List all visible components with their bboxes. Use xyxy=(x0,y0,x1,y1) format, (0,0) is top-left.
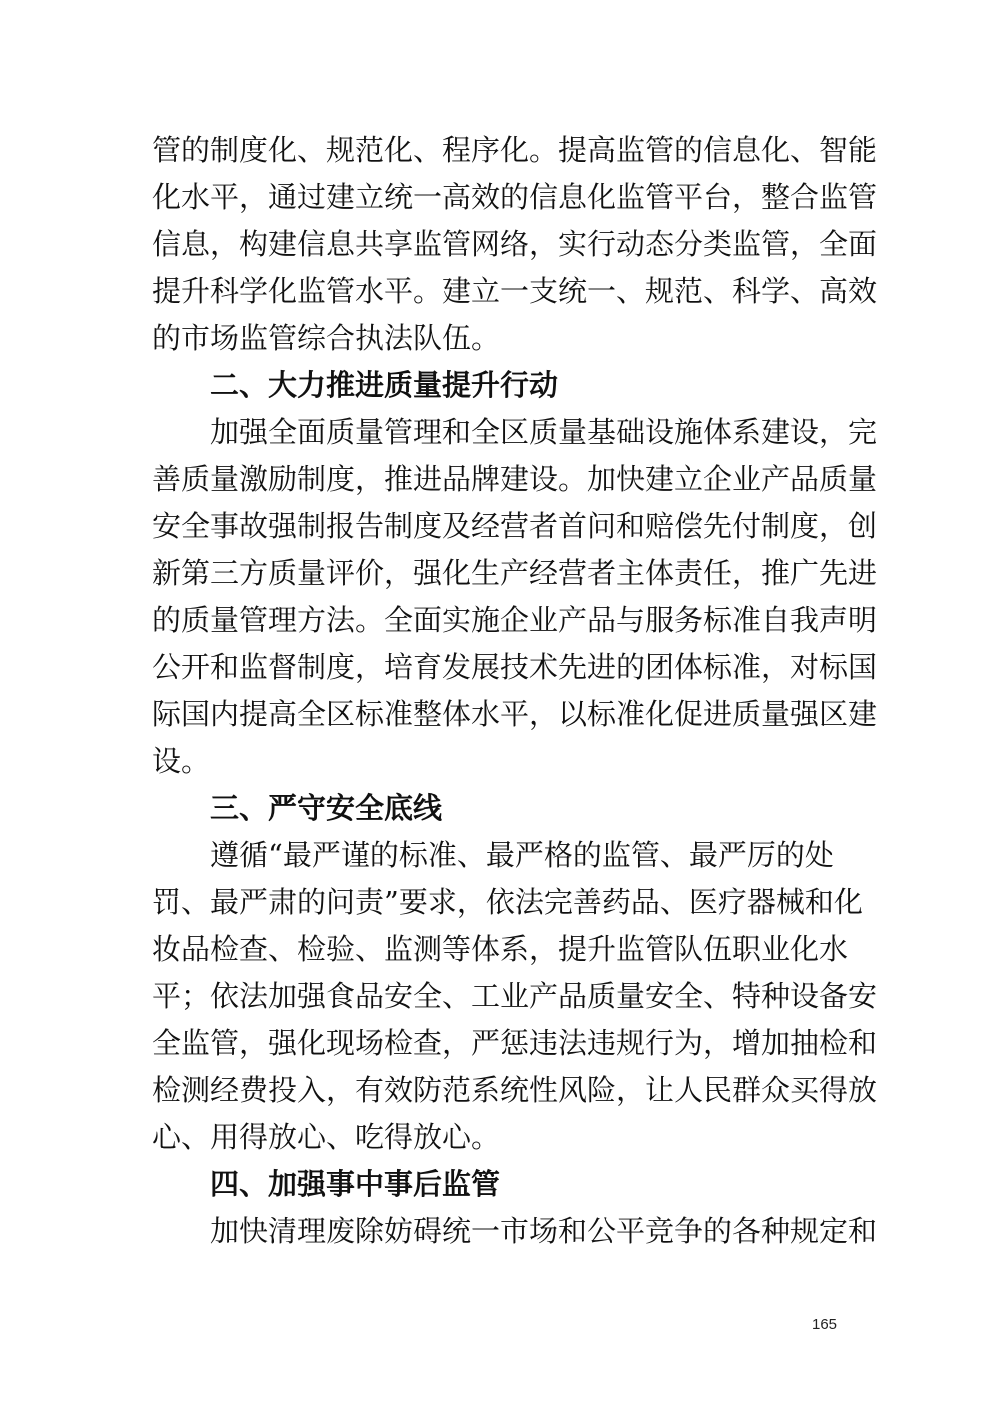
paragraph-line: 际国内提高全区标准整体水平，以标准化促进质量强区建 xyxy=(152,697,878,731)
section-heading: 二、大力推进质量提升行动 xyxy=(210,368,559,402)
paragraph-line: 妆品检查、检验、监测等体系，提升监管队伍职业化水 xyxy=(152,932,849,966)
paragraph-line: 遵循“最严谨的标准、最严格的监管、最严厉的处 xyxy=(210,838,834,872)
paragraph-line: 化水平，通过建立统一高效的信息化监管平台，整合监管 xyxy=(152,180,878,214)
paragraph-line: 平；依法加强食品安全、工业产品质量安全、特种设备安 xyxy=(152,979,878,1013)
paragraph-line: 善质量激励制度，推进品牌建设。加快建立企业产品质量 xyxy=(152,462,878,496)
paragraph-line: 心、用得放心、吃得放心。 xyxy=(152,1120,501,1154)
section-heading: 三、严守安全底线 xyxy=(210,791,443,825)
page-number: 165 xyxy=(812,1316,838,1333)
paragraph-line: 加强全面质量管理和全区质量基础设施体系建设，完 xyxy=(210,415,878,449)
paragraph-line: 加快清理废除妨碍统一市场和公平竞争的各种规定和 xyxy=(210,1214,878,1248)
paragraph-line: 全监管，强化现场检查，严惩违法违规行为，增加抽检和 xyxy=(152,1026,878,1060)
paragraph-line: 的质量管理方法。全面实施企业产品与服务标准自我声明 xyxy=(152,603,878,637)
section-heading: 四、加强事中事后监管 xyxy=(210,1167,501,1201)
paragraph-line: 新第三方质量评价，强化生产经营者主体责任，推广先进 xyxy=(152,556,878,590)
paragraph-line: 提升科学化监管水平。建立一支统一、规范、科学、高效 xyxy=(152,274,878,308)
paragraph-line: 安全事故强制报告制度及经营者首问和赔偿先付制度，创 xyxy=(152,509,878,543)
paragraph-line: 检测经费投入，有效防范系统性风险，让人民群众买得放 xyxy=(152,1073,878,1107)
paragraph-line: 设。 xyxy=(152,744,211,778)
paragraph-line: 管的制度化、规范化、程序化。提高监管的信息化、智能 xyxy=(152,133,878,167)
paragraph-line: 的市场监管综合执法队伍。 xyxy=(152,321,501,355)
paragraph-line: 公开和监督制度，培育发展技术先进的团体标准，对标国 xyxy=(152,650,878,684)
paragraph-line: 罚、最严肃的问责”要求，依法完善药品、医疗器械和化 xyxy=(152,885,863,919)
paragraph-line: 信息，构建信息共享监管网络，实行动态分类监管，全面 xyxy=(152,227,878,261)
